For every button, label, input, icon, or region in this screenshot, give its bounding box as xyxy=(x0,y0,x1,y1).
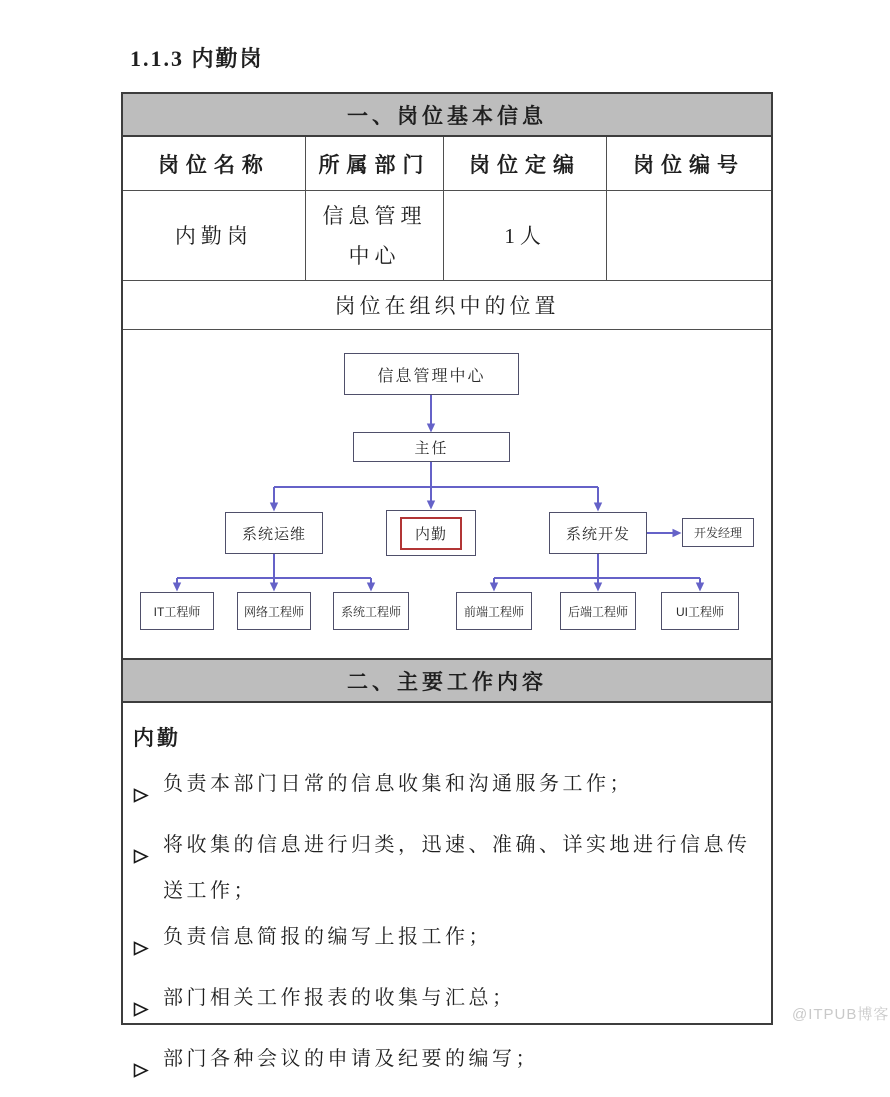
work-item xyxy=(133,1036,765,1097)
table-data-row xyxy=(123,191,771,281)
org-position-label-row: 岗位在组织中的位置 xyxy=(123,281,771,330)
org-node-frontend-engineer: 前端工程师 xyxy=(456,592,532,630)
org-node-ops: 系统运维 xyxy=(225,512,323,554)
cell-department: 信息管理中心 xyxy=(306,191,444,280)
org-node-internal-inner: 内勤 xyxy=(400,517,462,550)
section-header-basic-info: 一、岗位基本信息 xyxy=(123,94,771,137)
column-header-position-code: 岗位编号 xyxy=(633,152,746,177)
work-item xyxy=(133,914,765,975)
org-node-network-engineer: 网络工程师 xyxy=(237,592,311,630)
org-node-internal xyxy=(386,510,476,556)
org-node-dev-manager: 开发经理 xyxy=(682,518,754,547)
work-item-text: 负责本部门日常的信息收集和沟通服务工作； xyxy=(163,773,633,795)
work-content-role-title: 内勤 xyxy=(133,726,181,750)
bullet-arrow-icon xyxy=(133,914,163,975)
org-node-system-engineer: 系统工程师 xyxy=(333,592,409,630)
column-header-headcount: 岗位定编 xyxy=(444,137,607,190)
table-header-row xyxy=(123,137,771,191)
org-node-root: 信息管理中心 xyxy=(344,353,519,395)
column-header-department: 所属部门 xyxy=(306,137,444,190)
watermark: @ITPUB博客 xyxy=(792,1006,890,1023)
org-chart xyxy=(123,330,771,658)
bullet-arrow-icon xyxy=(133,822,163,914)
work-item xyxy=(133,761,765,822)
cell-position-code xyxy=(607,191,771,280)
work-item-text: 负责信息简报的编写上报工作； xyxy=(163,926,492,948)
work-item xyxy=(133,975,765,1036)
org-node-dev: 系统开发 xyxy=(549,512,647,554)
work-content-body xyxy=(123,703,771,1070)
page-title: 1.1.3 内勤岗 xyxy=(130,46,264,71)
column-header-position-name: 岗位名称 xyxy=(123,137,306,190)
org-node-it-engineer: IT工程师 xyxy=(140,592,214,630)
org-node-director: 主任 xyxy=(353,432,510,462)
work-item-text: 部门相关工作报表的收集与汇总； xyxy=(163,987,516,1009)
position-description-table xyxy=(121,92,773,1070)
bullet-arrow-icon xyxy=(133,1036,163,1097)
bullet-arrow-icon xyxy=(133,761,163,822)
cell-headcount: 1人 xyxy=(444,191,607,280)
work-item xyxy=(133,822,765,914)
bullet-arrow-icon xyxy=(133,975,163,1036)
org-node-ui-engineer: UI工程师 xyxy=(661,592,739,630)
work-item-text: 将收集的信息进行归类，迅速、准确、详实地进行信息传送工作； xyxy=(163,834,751,902)
cell-position-name: 内勤岗 xyxy=(123,191,306,280)
org-node-backend-engineer: 后端工程师 xyxy=(560,592,636,630)
section-header-work-content: 二、主要工作内容 xyxy=(123,658,771,703)
work-item-text: 部门各种会议的申请及纪要的编写； xyxy=(163,1048,539,1070)
